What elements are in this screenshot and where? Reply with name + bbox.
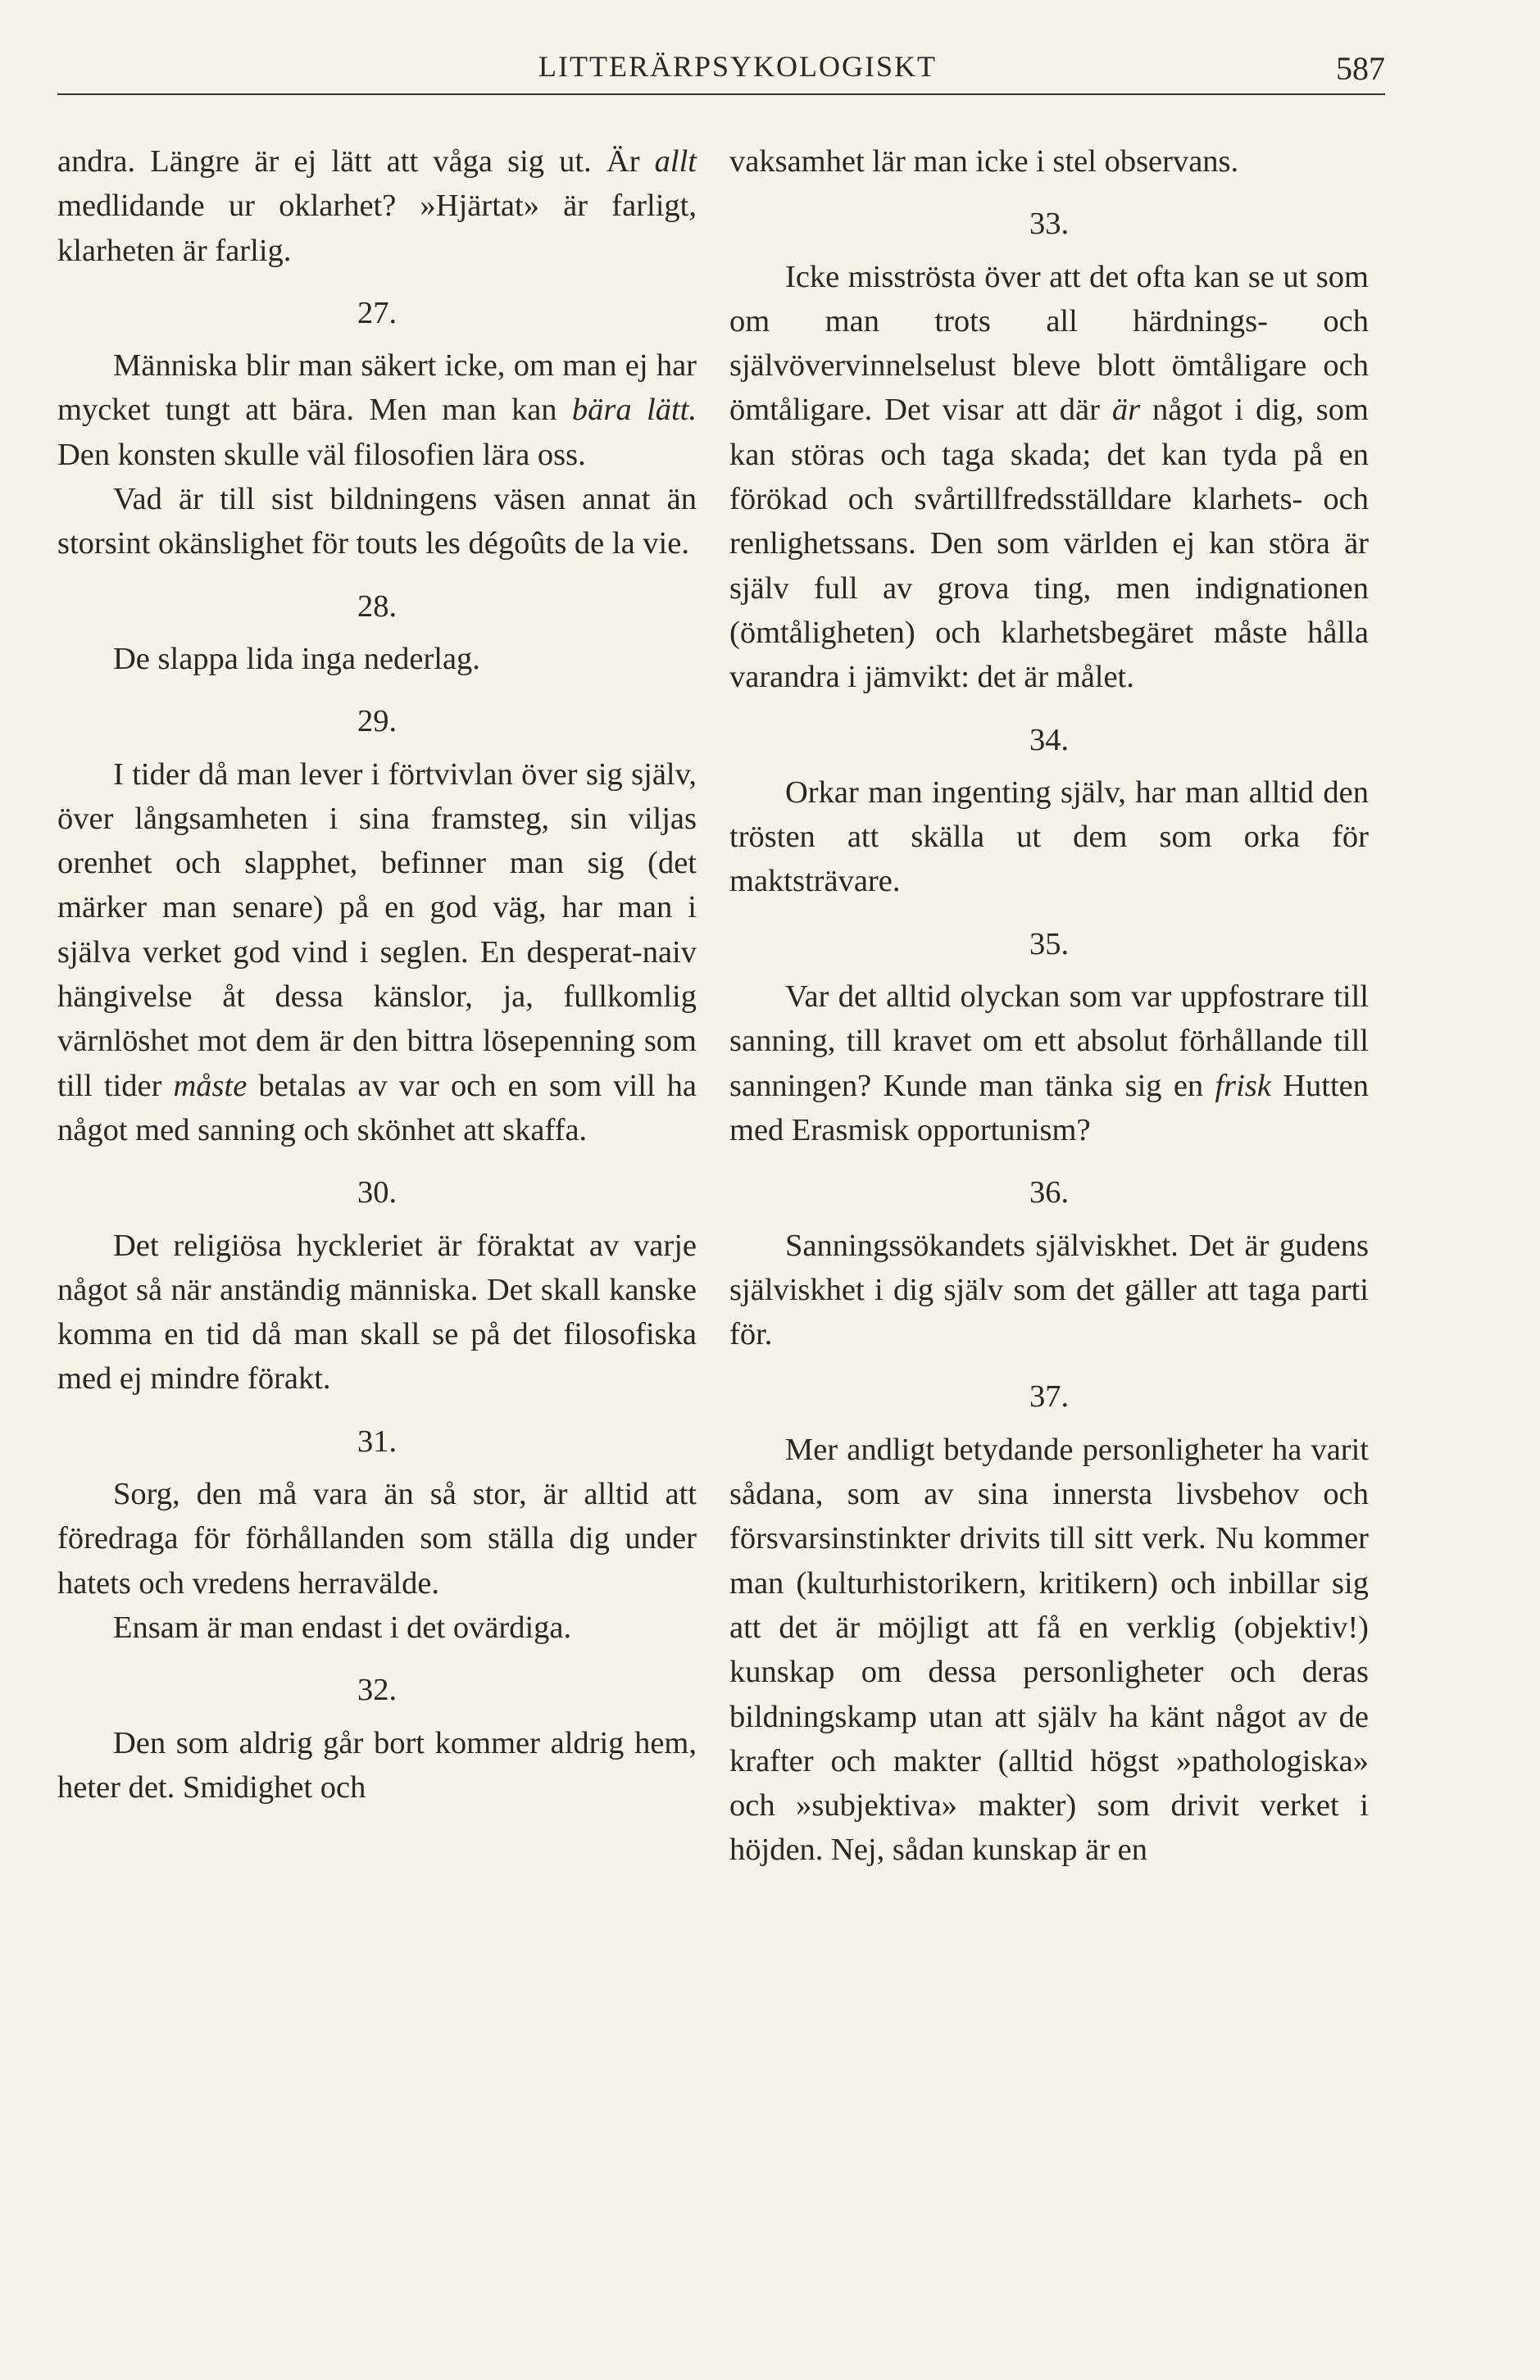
- emphasis: frisk: [1215, 1068, 1271, 1103]
- right-column: [729, 139, 1369, 1873]
- emphasis: är: [1111, 393, 1141, 428]
- aphorism-number-28: 28.: [357, 588, 397, 624]
- text-run: medlidande ur oklarhet? »Hjärtat» är farligt, klarheten är farlig.: [57, 188, 697, 268]
- aphorism-number-31: 31.: [357, 1424, 397, 1459]
- emphasis: måste: [173, 1068, 248, 1103]
- page-number: 587: [1336, 50, 1385, 87]
- aphorism-number-29: 29.: [357, 704, 397, 739]
- text-run: Hutten med Erasmisk opportunism?: [729, 1068, 1369, 1147]
- aphorism-34-text: Orkar man ingenting själv, har man alltid den trösten att skälla ut dem som orka för maktsträvare.: [729, 774, 1369, 899]
- running-title: LITTERÄRPSYKOLOGISKT: [538, 50, 937, 83]
- emphasis: bära lätt.: [571, 393, 697, 428]
- text-run: andra. Längre är ej lätt att våga sig ut. Är: [57, 144, 655, 179]
- aphorism-35-text: [729, 974, 1369, 1152]
- aphorism-31-paragraph-2: Ensam är man endast i det ovärdiga.: [113, 1610, 572, 1645]
- text-run: Människa blir man säkert icke, om man ej har mycket tungt att bära. Men man kan: [57, 348, 697, 428]
- aphorism-27-paragraph-2: Vad är till sist bildningens väsen annat än storsint okänslighet för touts les dégoûts de la vie.: [57, 482, 697, 561]
- aphorism-33-text: [729, 255, 1369, 700]
- aphorism-29-text: [57, 752, 697, 1153]
- aphorism-32-text: Den som aldrig går bort kommer aldrig hem, heter det. Smidighet och: [57, 1725, 697, 1805]
- aphorism-number-37: 37.: [1029, 1379, 1070, 1415]
- aphorism-36-text: Sanningssökandets själviskhet. Det är gudens själviskhet i dig själv som det gäller att taga parti för.: [729, 1228, 1369, 1352]
- aphorism-number-34: 34.: [1029, 722, 1070, 757]
- continued-paragraph: [57, 139, 697, 273]
- page-header: [57, 49, 1385, 98]
- aphorism-30-text: Det religiösa hyckleriet är föraktat av varje något så när anständig människa. Det skall kanske komma en tid då man skall se på det filosofiska med ej mindre förakt.: [57, 1228, 697, 1397]
- continued-paragraph: vaksamhet lär man icke i stel observans.: [729, 144, 1239, 179]
- aphorism-31-paragraph-1: Sorg, den må vara än så stor, är alltid att föredraga för förhållanden som ställa dig under hatets och vredens herravälde.: [57, 1477, 697, 1601]
- aphorism-number-30: 30.: [357, 1175, 397, 1210]
- aphorism-37-text: Mer andligt betydande personligheter ha varit sådana, som av sina innersta livsbehov och försvarsinstinkter drivits till sitt verk. Nu kommer man (kulturhistorikern, kritikern) och inbillar sig att det är möjligt att få en verklig (objektiv!) kunskap om dessa personligheter och deras bildningskamp utan att själv ha känt något av de krafter och makter (alltid högst »pathologiska» och »subjektiva» makter) som drivit verket i höjden. Nej, sådan kunskap är en: [729, 1432, 1369, 1868]
- header-rule: [57, 93, 1385, 95]
- text-run: Var det alltid olyckan som var uppfostrare till sanning, till kravet om ett absolut förhållande till sanningen? Kunde man tänka sig en: [729, 979, 1369, 1103]
- text-run: Icke misströsta över att det ofta kan se ut som om man trots all härdnings- och självövervinnelselust bleve blott ömtåligare och ömtåligare. Det visar att där: [729, 259, 1369, 428]
- text-run: Den konsten skulle väl filosofien lära oss.: [57, 437, 586, 472]
- text-run: något i dig, som kan störas och taga skada; det kan tyda på en förökad och svårtillfredsställdare klarhets- och renlighetssans. Den som världen ej kan störa är själv full av grova ting, men indignationen (ömtåligheten) och klarhetsbegäret måste hålla varandra i jämvikt: det är målet.: [729, 393, 1369, 695]
- aphorism-number-27: 27.: [357, 295, 397, 330]
- text-run: betalas av var och en som vill ha något med sanning och skönhet att skaffa.: [57, 1068, 697, 1147]
- left-column: [57, 139, 697, 1810]
- aphorism-number-36: 36.: [1029, 1175, 1070, 1210]
- emphasis: allt: [654, 144, 697, 179]
- aphorism-28-text: De slappa lida inga nederlag.: [113, 641, 480, 676]
- aphorism-number-33: 33.: [1029, 207, 1070, 242]
- aphorism-number-32: 32.: [357, 1673, 397, 1708]
- text-run: I tider då man lever i förtvivlan över sig själv, över långsamheten i sina framsteg, sin viljas orenhet och slapphet, befinner man sig (det märker man senare) på en god väg, har man i själva verket god vind i seglen. En desperat-naiv hängivelse åt dessa känslor, ja, fullkomlig värnlöshet mot dem är den bittra lösepenning som till tider: [57, 756, 697, 1103]
- aphorism-27-paragraph-1: [57, 343, 697, 477]
- aphorism-number-35: 35.: [1029, 926, 1070, 961]
